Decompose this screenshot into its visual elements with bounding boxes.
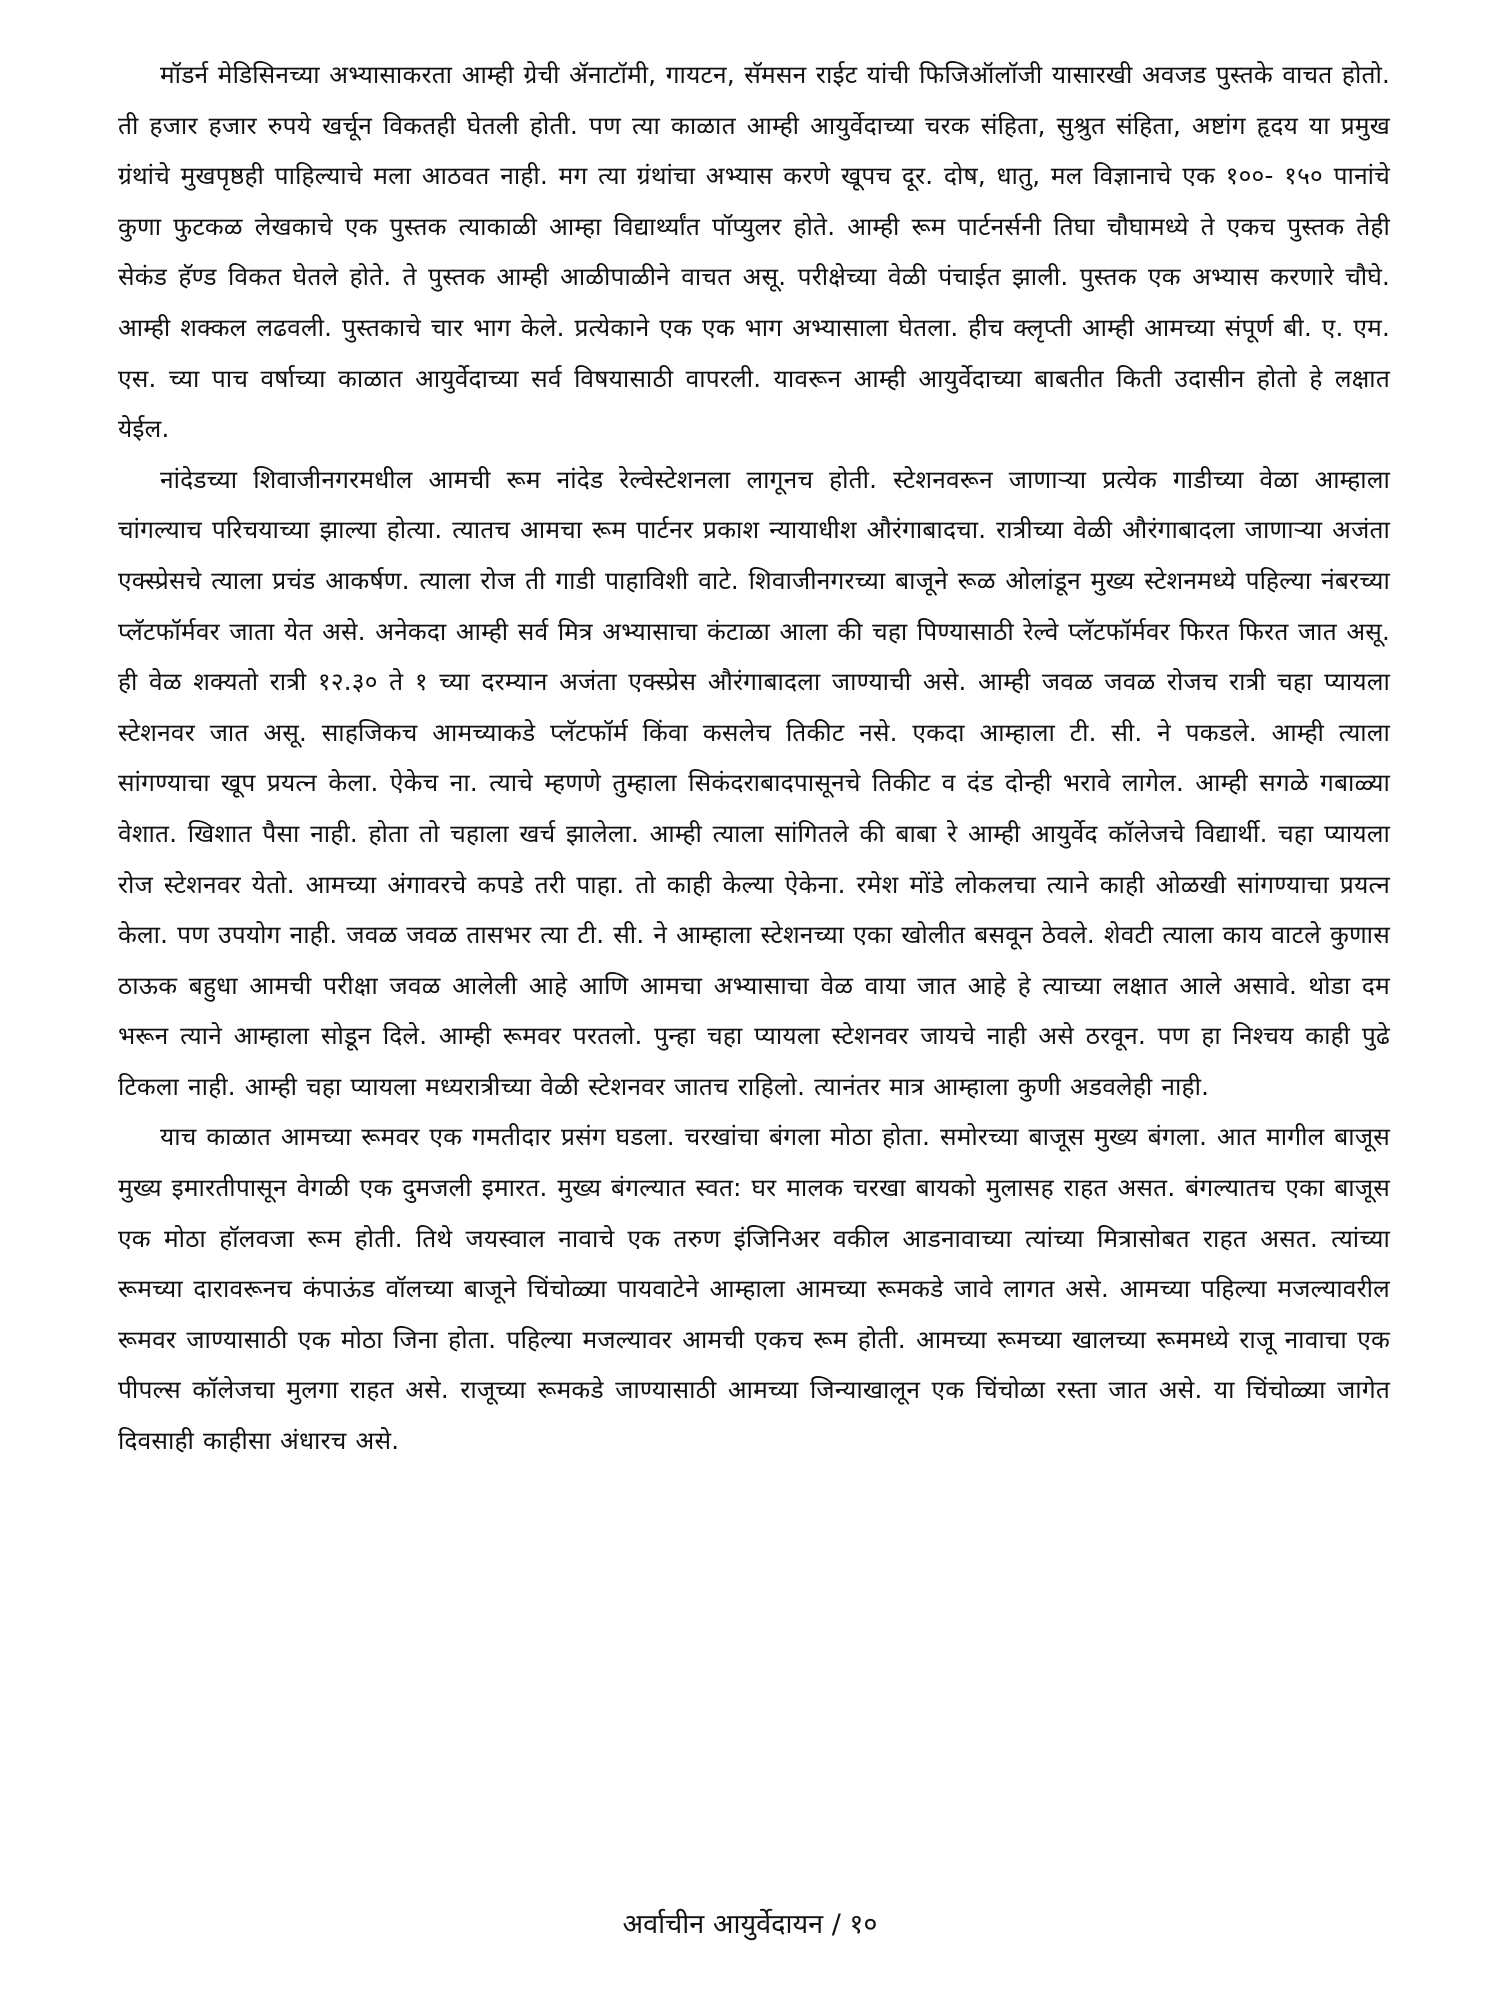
paragraph-2: नांदेडच्या शिवाजीनगरमधील आमची रूम नांदेड रेल्वेस्टेशनला लागूनच होती. स्टेशनवरून जाणाऱ्या प्रत्येक गाडीच्या वेळा आम्हाला चांगल्याच परिचयाच्या झाल्या होत्या. त्यातच आमचा रूम पार्टनर प्रकाश न्यायाधीश औरंगाबादचा. रात्रीच्या वेळी औरंगाबादला जाणाऱ्या अजंता एक्स्प्रेसचे त्याला प्रचंड आकर्षण. त्याला रोज ती गाडी पाहाविशी वाटे. शिवाजीनगरच्या बाजूने रूळ ओलांडून मुख्य स्टेशनमध्ये पहिल्या नंबरच्या प्लॅटफॉर्मवर जाता येत असे. अनेकदा आम्ही सर्व मित्र अभ्यासाचा कंटाळा आला की चहा पिण्यासाठी रेल्वे प्लॅटफॉर्मवर फिरत फिरत जात असू. ही वेळ शक्यतो रात्री १२.३० ते १ च्या दरम्यान अजंता एक्स्प्रेस औरंगाबादला जाण्याची असे. आम्ही जवळ जवळ रोजच रात्री चहा प्यायला स्टेशनवर जात असू. साहजिकच आमच्याकडे प्लॅटफॉर्म किंवा कसलेच तिकीट नसे. एकदा आम्हाला टी. सी. ने पकडले. आम्ही त्याला सांगण्याचा खूप प्रयत्न केला. ऐकेच ना. त्याचे म्हणणे तुम्हाला सिकंदराबादपासूनचे तिकीट व दंड दोन्ही भरावे लागेल. आम्ही सगळे गबाळ्या वेशात. खिशात पैसा नाही. होता तो चहाला खर्च झालेला. आम्ही त्याला सांगितले की बाबा रे आम्ही आयुर्वेद कॉलेजचे विद्यार्थी. चहा प्यायला रोज स्टेशनवर येतो. आमच्या अंगावरचे कपडे तरी पाहा. तो काही केल्या ऐकेना. रमेश मोंडे लोकलचा त्याने काही ओळखी सांगण्याचा प्रयत्न केला. पण उपयोग नाही. जवळ जवळ तासभर त्या टी. सी. ने आम्हाला स्टेशनच्या एका खोलीत बसवून ठेवले. शेवटी त्याला काय वाटले कुणास ठाऊक बहुधा आमची परीक्षा जवळ आलेली आहे आणि आमचा अभ्यासाचा वेळ वाया जात आहे हे त्याच्या लक्षात आले असावे. थोडा दम भरून त्याने आम्हाला सोडून दिले. आम्ही रूमवर परतलो. पुन्हा चहा प्यायला स्टेशनवर जायचे नाही असे ठरवून. पण हा निश्चय काही पुढे टिकला नाही. आम्ही चहा प्यायला मध्यरात्रीच्या वेळी स्टेशनवर जातच राहिलो. त्यानंतर मात्र आम्हाला कुणी अडवलेही नाही. <box>118 464 1390 1101</box>
body-text <box>118 50 1390 1467</box>
page-number: १० <box>849 1909 878 1940</box>
page-footer <box>0 1905 1500 1945</box>
paragraph-1: मॉडर्न मेडिसिनच्या अभ्यासाकरता आम्ही ग्रेची ॲनाटॉमी, गायटन, सॅमसन राईट यांची फिजिऑलॉजी यासारखी अवजड पुस्तके वाचत होतो. ती हजार हजार रुपये खर्चून विकतही घेतली होती. पण त्या काळात आम्ही आयुर्वेदाच्या चरक संहिता, सुश्रुत संहिता, अष्टांग हृदय या प्रमुख ग्रंथांचे मुखपृष्ठही पाहिल्याचे मला आठवत नाही. मग त्या ग्रंथांचा अभ्यास करणे खूपच दूर. दोष, धातु, मल विज्ञानाचे एक १००- १५० पानांचे कुणा फुटकळ लेखकाचे एक पुस्तक त्याकाळी आम्हा विद्यार्थ्यांत पॉप्युलर होते. आम्ही रूम पार्टनर्सनी तिघा चौघामध्ये ते एकच पुस्तक तेही सेकंड हॅण्ड विकत घेतले होते. ते पुस्तक आम्ही आळीपाळीने वाचत असू. परीक्षेच्या वेळी पंचाईत झाली. पुस्तक एक अभ्यास करणारे चौघे. आम्ही शक्कल लढवली. पुस्तकाचे चार भाग केले. प्रत्येकाने एक एक भाग अभ्यासाला घेतला. हीच क्लृप्ती आम्ही आमच्या संपूर्ण बी. ए. एम. एस. च्या पाच वर्षाच्या काळात आयुर्वेदाच्या सर्व विषयासाठी वापरली. यावरून आम्ही आयुर्वेदाच्या बाबतीत किती उदासीन होतो हे लक्षात येईल. <box>118 60 1390 444</box>
footer-separator: / <box>823 1909 850 1940</box>
book-title: अर्वाचीन आयुर्वेदायन <box>622 1909 824 1940</box>
paragraph-3: याच काळात आमच्या रूमवर एक गमतीदार प्रसंग घडला. चरखांचा बंगला मोठा होता. समोरच्या बाजूस मुख्य बंगला. आत मागील बाजूस मुख्य इमारतीपासून वेगळी एक दुमजली इमारत. मुख्य बंगल्यात स्वत: घर मालक चरखा बायको मुलासह राहत असत. बंगल्यातच एका बाजूस एक मोठा हॉलवजा रूम होती. तिथे जयस्वाल नावाचे एक तरुण इंजिनिअर वकील आडनावाच्या त्यांच्या मित्रासोबत राहत असत. त्यांच्या रूमच्या दारावरूनच कंपाऊंड वॉलच्या बाजूने चिंचोळ्या पायवाटेने आम्हाला आमच्या रूमकडे जावे लागत असे. आमच्या पहिल्या मजल्यावरील रूमवर जाण्यासाठी एक मोठा जिना होता. पहिल्या मजल्यावर आमची एकच रूम होती. आमच्या रूमच्या खालच्या रूममध्ये राजू नावाचा एक पीपल्स कॉलेजचा मुलगा राहत असे. राजूच्या रूमकडे जाण्यासाठी आमच्या जिन्याखालून एक चिंचोळा रस्ता जात असे. या चिंचोळ्या जागेत दिवसाही काहीसा अंधारच असे. <box>118 1122 1390 1456</box>
